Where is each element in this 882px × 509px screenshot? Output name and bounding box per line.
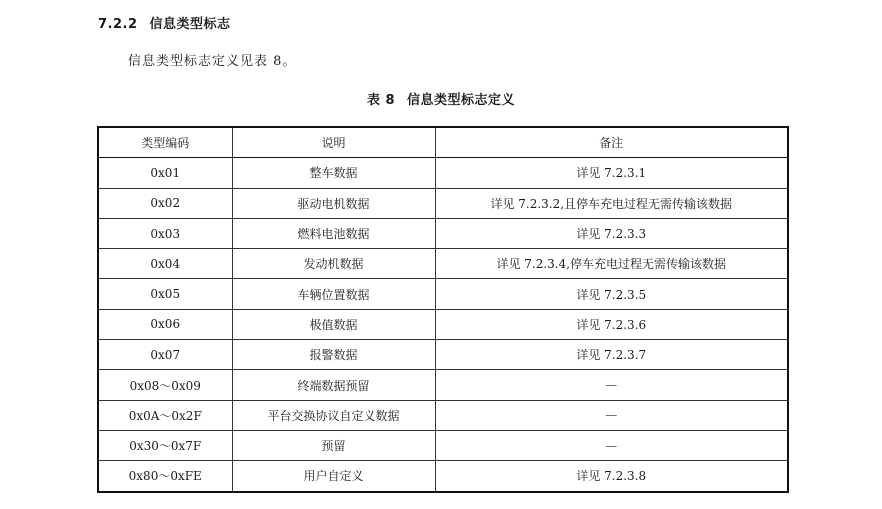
remarks-cell: 详见 7.2.3.7 [435, 340, 788, 370]
description-cell: 终端数据预留 [232, 370, 435, 400]
table-row [98, 249, 788, 279]
section-number: 7.2.2 [98, 17, 138, 32]
table-row [98, 158, 788, 188]
description-cell: 用户自定义 [232, 461, 435, 492]
remarks-cell: 详见 7.2.3.8 [435, 461, 788, 492]
section-heading [98, 13, 231, 32]
remarks-cell: 详见 7.2.3.4,停车充电过程无需传输该数据 [435, 249, 788, 279]
type-code-cell: 0x06 [98, 309, 232, 339]
table-row [98, 400, 788, 430]
table-row [98, 370, 788, 400]
remarks-cell: 详见 7.2.3.1 [435, 158, 788, 188]
type-code-cell: 0x03 [98, 218, 232, 248]
table-row [98, 218, 788, 248]
table-header-row [98, 127, 788, 158]
type-code-cell: 0x08～0x09 [98, 370, 232, 400]
info-type-table [97, 126, 789, 493]
description-cell: 燃料电池数据 [232, 218, 435, 248]
type-code-cell: 0x0A～0x2F [98, 400, 232, 430]
description-cell: 报警数据 [232, 340, 435, 370]
remarks-cell: — [435, 370, 788, 400]
type-code-cell: 0x80～0xFE [98, 461, 232, 492]
remarks-cell: 详见 7.2.3.3 [435, 218, 788, 248]
table-row [98, 279, 788, 309]
description-cell: 整车数据 [232, 158, 435, 188]
header-remarks: 备注 [435, 127, 788, 158]
table-row [98, 340, 788, 370]
header-type-code: 类型编码 [98, 127, 232, 158]
type-code-cell: 0x05 [98, 279, 232, 309]
type-code-cell: 0x07 [98, 340, 232, 370]
table-number: 表 8 [366, 93, 396, 108]
table-row [98, 188, 788, 218]
type-code-cell: 0x02 [98, 188, 232, 218]
table-title: 信息类型标志定义 [407, 93, 516, 108]
remarks-cell: 详见 7.2.3.2,且停车充电过程无需传输该数据 [435, 188, 788, 218]
section-title: 信息类型标志 [149, 17, 231, 32]
table-row [98, 309, 788, 339]
description-cell: 发动机数据 [232, 249, 435, 279]
type-code-cell: 0x30～0x7F [98, 430, 232, 460]
remarks-cell: — [435, 400, 788, 430]
remarks-cell: 详见 7.2.3.6 [435, 309, 788, 339]
remarks-cell: 详见 7.2.3.5 [435, 279, 788, 309]
intro-paragraph: 信息类型标志定义见表 8。 [128, 54, 297, 69]
description-cell: 驱动电机数据 [232, 188, 435, 218]
table-caption [0, 89, 882, 108]
type-code-cell: 0x01 [98, 158, 232, 188]
table-row [98, 461, 788, 492]
description-cell: 车辆位置数据 [232, 279, 435, 309]
header-description: 说明 [232, 127, 435, 158]
type-code-cell: 0x04 [98, 249, 232, 279]
remarks-cell: — [435, 430, 788, 460]
description-cell: 极值数据 [232, 309, 435, 339]
description-cell: 平台交换协议自定义数据 [232, 400, 435, 430]
table-row [98, 430, 788, 460]
description-cell: 预留 [232, 430, 435, 460]
